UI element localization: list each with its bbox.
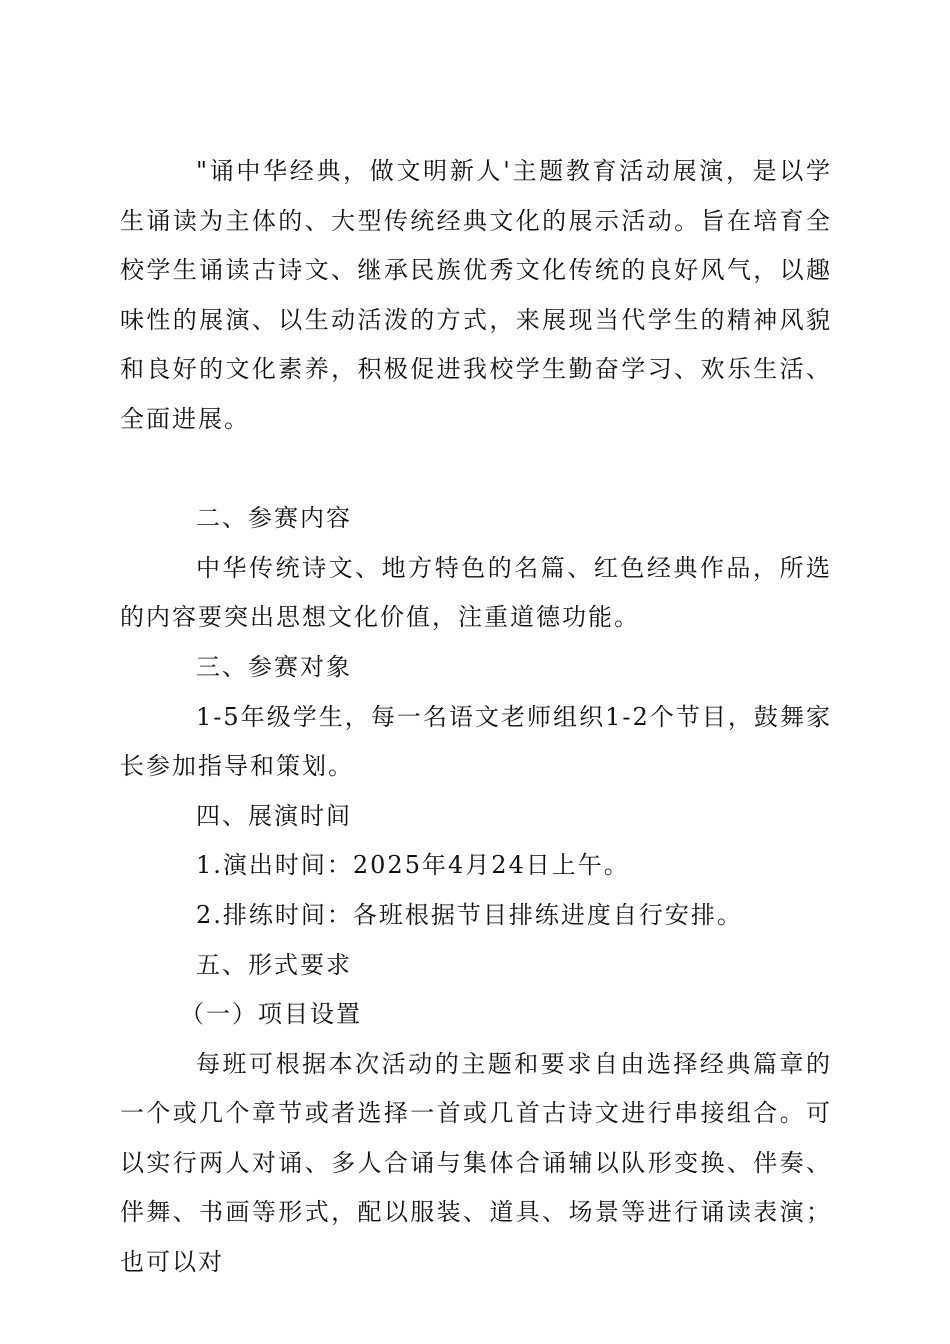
section-heading-schedule: 四、展演时间 <box>196 801 352 830</box>
section-participants-paragraph: 1-5年级学生，每一名语文老师组织1-2个节目，鼓舞家长参加指导和策划。 <box>120 702 832 781</box>
section-heading-participants: 三、参赛对象 <box>196 652 352 681</box>
subsection-projects-paragraph: 每班可根据本次活动的主题和要求自由选择经典篇章的一个或几个章节或者选择一首或几首古诗文进行串接组合。可以实行两人对诵、多人合诵与集体合诵辅以队形变换、伴奏、伴舞、书画等形式，配以服装、道具、场景等进行诵读表演；也可以对 <box>120 1049 832 1277</box>
document-body <box>120 147 832 1288</box>
section-heading-format: 五、形式要求 <box>196 950 352 979</box>
intro-paragraph: "诵中华经典，做文明新人'主题教育活动展演，是以学生诵读为主体的、大型传统经典文化的展示活动。旨在培育全校学生诵读古诗文、继承民族优秀文化传统的良好风气，以趣味性的展演、以生动活泼的方式，来展现当代学生的精神风貌和良好的文化素养，积极促进我校学生勤奋学习、欢乐生活、全面进展。 <box>120 157 832 433</box>
subsection-heading-projects: （一）项目设置 <box>180 1000 362 1029</box>
section-heading-content: 二、参赛内容 <box>196 504 352 533</box>
section-content-paragraph: 中华传统诗文、地方特色的名篇、红色经典作品，所选的内容要突出思想文化价值，注重道德功能。 <box>120 553 832 632</box>
schedule-item-rehearsal: 2.排练时间：各班根据节目排练进度自行安排。 <box>196 900 743 929</box>
schedule-item-performance: 1.演出时间：2025年4月24日上午。 <box>196 851 630 880</box>
